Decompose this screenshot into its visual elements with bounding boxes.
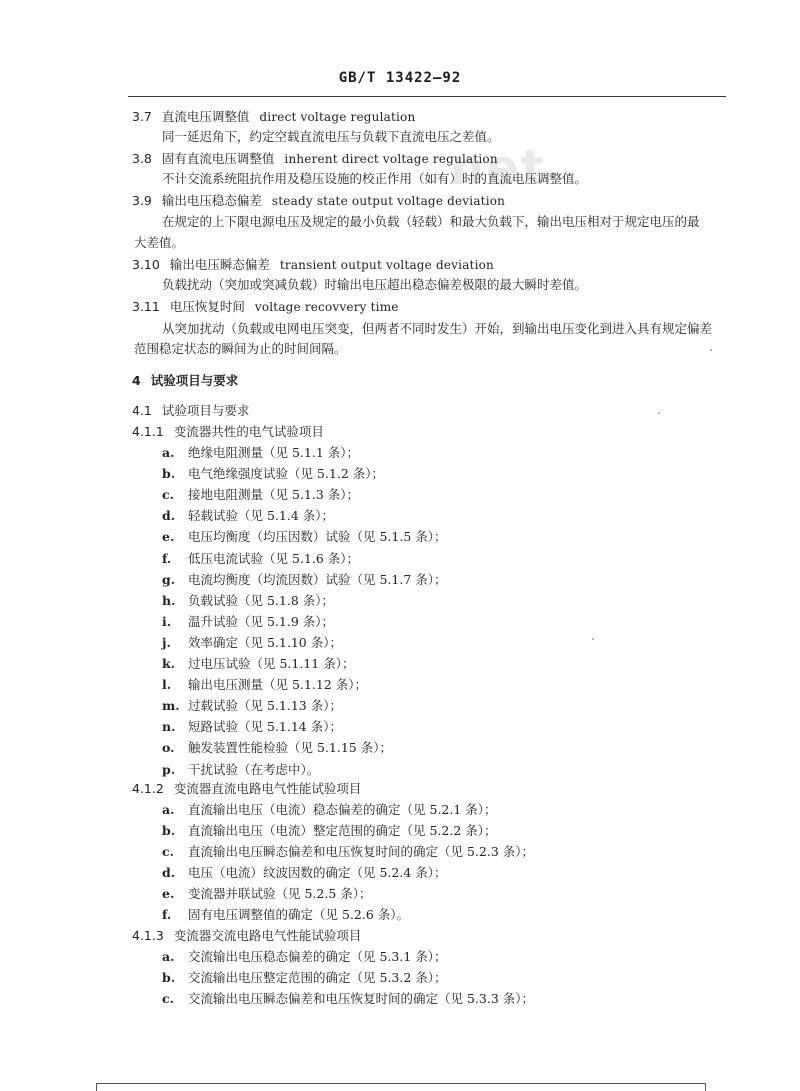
test-item [162, 801, 497, 819]
test-item [162, 444, 359, 462]
chapter-4-heading [132, 372, 238, 390]
test-item [162, 676, 367, 694]
test-item [162, 969, 447, 987]
clause-title-en: direct voltage regulation [259, 110, 416, 124]
test-item [162, 948, 447, 966]
clause-title: 变流器共性的电气试验项目 [173, 424, 324, 439]
item-letter: f. [162, 550, 172, 566]
item-text: 低压电流试验（见 5.1.6 条）； [188, 550, 360, 566]
test-item [162, 634, 342, 652]
item-text: 过载试验（见 5.1.13 条）； [188, 698, 342, 714]
item-letter: k. [162, 656, 176, 671]
test-item [162, 990, 534, 1008]
clause-title: 试验项目与要求 [161, 403, 250, 418]
test-item [162, 761, 319, 779]
item-letter: i. [162, 613, 172, 629]
test-item [162, 906, 409, 924]
test-item [162, 655, 354, 673]
clause-title: 输出电压瞬态偏差 [169, 257, 270, 272]
item-letter: g. [162, 571, 176, 587]
clause-title-en: transient output voltage deviation [279, 258, 494, 272]
item-text: 电压（电流）纹波因数的确定（见 5.2.4 条）； [188, 865, 447, 880]
clause-number: 3.7 [132, 109, 152, 124]
item-text: 电流均衡度（均流因数）试验（见 5.1.7 条）； [188, 571, 447, 587]
item-text: 输出电压测量（见 5.1.12 条）； [188, 677, 367, 693]
item-letter: e. [162, 529, 175, 545]
clause-title: 变流器直流电路电气性能试验项目 [173, 781, 362, 796]
clause-body: 不计交流系统阻抗作用及稳压设施的校正作用（如有）时的直流电压调整值。 [162, 171, 588, 186]
item-text: 过电压试验（见 5.1.11 条）； [188, 656, 355, 671]
item-letter: b. [162, 466, 176, 482]
test-item [162, 718, 342, 736]
standard-number-header: GB/T 13422—92 [338, 70, 462, 86]
clause-4-1-heading [132, 402, 249, 420]
clause-number: 4.1 [132, 403, 152, 418]
item-text: 轻载试验（见 5.1.4 条）； [188, 508, 335, 524]
test-item [162, 613, 334, 631]
item-letter: d. [162, 865, 176, 880]
clause-4-1-2-heading [132, 780, 361, 798]
item-text: 效率确定（见 5.1.10 条）； [188, 634, 342, 650]
clause-title: 固有直流电压调整值 [161, 151, 275, 166]
clause-body: 在规定的上下限电源电压及规定的最小负载（轻载）和最大负载下，输出电压相对于规定电压的最 [162, 214, 700, 229]
item-letter: a. [162, 802, 175, 817]
test-item [162, 822, 497, 840]
test-item [162, 885, 372, 903]
item-letter: j. [162, 634, 171, 650]
test-item [162, 864, 447, 882]
item-letter: o. [162, 740, 175, 756]
clause-title: 输出电压稳态偏差 [161, 193, 262, 208]
item-letter: l. [162, 677, 172, 693]
test-item [162, 592, 334, 610]
item-text: 交流输出电压整定范围的确定（见 5.3.2 条）； [188, 970, 447, 985]
item-letter: b. [162, 823, 176, 838]
clause-title: 变流器交流电路电气性能试验项目 [173, 928, 362, 943]
clause-title: 直流电压调整值 [161, 109, 250, 124]
item-text: 变流器并联试验（见 5.2.5 条）； [188, 886, 372, 901]
clause-4-1-1-heading [132, 423, 324, 441]
scan-speck [592, 638, 594, 640]
item-text: 交流输出电压稳态偏差的确定（见 5.3.1 条）； [188, 949, 447, 964]
clause-number: 3.8 [132, 151, 152, 166]
chapter-number: 4 [132, 373, 141, 388]
clause-4-1-3-heading [132, 927, 361, 945]
item-letter: n. [162, 719, 176, 735]
clause-number: 3.9 [132, 193, 152, 208]
item-text: 电气绝缘强度试验（见 5.1.2 条）； [188, 466, 385, 482]
item-letter: p. [162, 761, 176, 777]
test-item [162, 843, 534, 861]
clause-number: 4.1.3 [132, 928, 164, 943]
item-letter: a. [162, 949, 175, 964]
clause-title-en: voltage recovvery time [254, 300, 399, 314]
test-item [162, 571, 447, 589]
item-text: 温升试验（见 5.1.9 条）； [188, 613, 335, 629]
item-text: 触发装置性能检验（见 5.1.15 条）； [188, 740, 392, 756]
watermark-text: net [450, 140, 546, 196]
scan-speck [710, 349, 712, 351]
clause-3-9-heading [132, 192, 505, 210]
item-text: 短路试验（见 5.1.14 条）； [188, 719, 342, 735]
chapter-title: 试验项目与要求 [150, 373, 239, 388]
item-text: 直流输出电压（电流）稳态偏差的确定（见 5.2.1 条）； [188, 802, 497, 817]
item-text: 接地电阻测量（见 5.1.3 条）； [188, 487, 360, 503]
item-text: 固有电压调整值的确定（见 5.2.6 条）。 [188, 907, 410, 922]
item-letter: a. [162, 445, 175, 460]
test-item [162, 550, 359, 568]
item-letter: d. [162, 508, 176, 524]
item-letter: c. [162, 844, 174, 859]
item-letter: b. [162, 970, 176, 985]
item-text: 干扰试验（在考虑中）。 [188, 761, 320, 777]
test-item [162, 739, 392, 757]
clause-number: 4.1.1 [132, 424, 164, 439]
item-letter: f. [162, 907, 172, 922]
footer-frame [96, 1083, 706, 1091]
clause-body: 从突加扰动（负载或电网电压突变，但两者不同时发生）开始，到输出电压变化到进入具有规定偏差 [162, 321, 713, 336]
clause-3-11-heading [132, 298, 399, 316]
item-letter: e. [162, 886, 175, 901]
test-item [162, 486, 359, 504]
item-letter: c. [162, 991, 174, 1006]
clause-title-en: steady state output voltage deviation [271, 194, 506, 208]
clause-body: 负载扰动（突加或突减负载）时输出电压超出稳态偏差极限的最大瞬时差值。 [162, 277, 588, 292]
item-letter: m. [162, 698, 180, 714]
item-text: 电压均衡度（均压因数）试验（见 5.1.5 条）； [188, 529, 447, 545]
clause-3-7-heading [132, 108, 415, 126]
item-text: 绝缘电阻测量（见 5.1.1 条）； [188, 445, 360, 460]
clause-number: 4.1.2 [132, 781, 164, 796]
clause-body-continued: 范围稳定状态的瞬间为止的时间间隔。 [134, 341, 347, 356]
test-item [162, 697, 342, 715]
clause-body-continued: 大差值。 [134, 235, 185, 250]
item-text: 负载试验（见 5.1.8 条）； [188, 592, 335, 608]
clause-3-10-heading [132, 256, 494, 274]
item-text: 直流输出电压（电流）整定范围的确定（见 5.2.2 条）； [188, 823, 497, 838]
clause-body: 同一延迟角下，约定空载直流电压与负载下直流电压之差值。 [162, 129, 500, 144]
scan-speck [658, 412, 660, 414]
clause-3-8-heading [132, 150, 498, 168]
test-item [162, 528, 447, 546]
item-text: 交流输出电压瞬态偏差和电压恢复时间的确定（见 5.3.3 条）； [188, 991, 535, 1006]
clause-title: 电压恢复时间 [169, 299, 245, 314]
clause-number: 3.10 [132, 257, 160, 272]
clause-number: 3.11 [132, 299, 160, 314]
item-letter: c. [162, 487, 174, 503]
header-rule [128, 96, 726, 97]
item-letter: h. [162, 592, 176, 608]
clause-title-en: inherent direct voltage regulation [284, 152, 498, 166]
test-item [162, 465, 384, 483]
test-item [162, 507, 334, 525]
item-text: 直流输出电压瞬态偏差和电压恢复时间的确定（见 5.2.3 条）； [188, 844, 535, 859]
